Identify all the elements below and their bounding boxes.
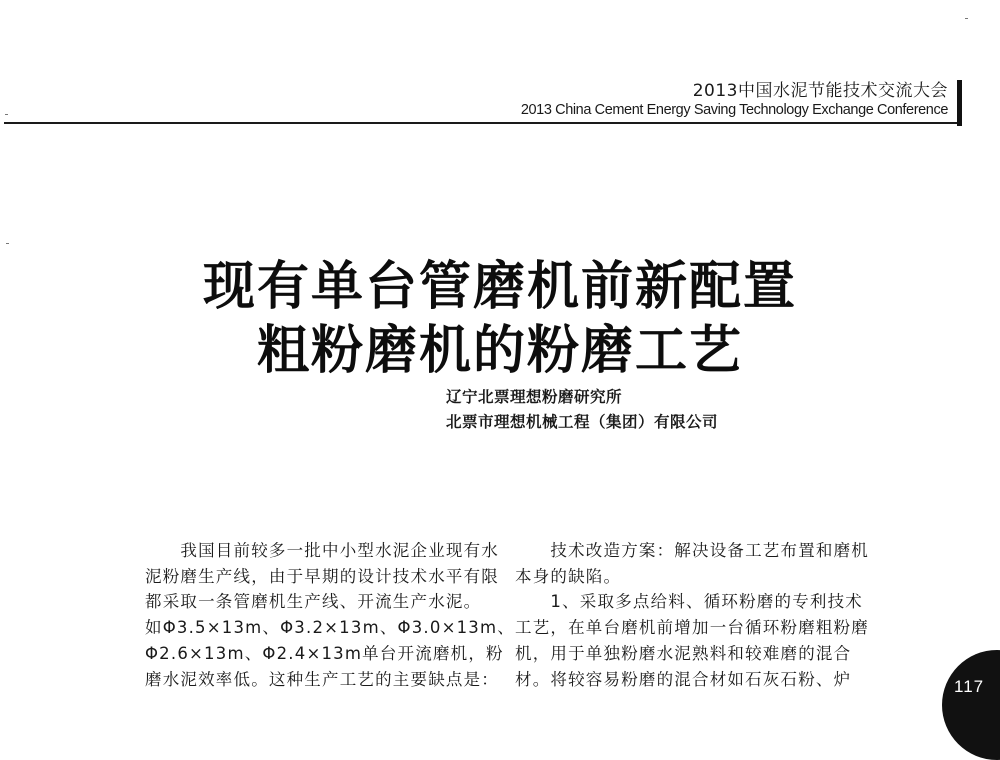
affiliation-2: 北票市理想机械工程（集团）有限公司 (446, 413, 719, 431)
body-line: 如Φ3.5×13m、Φ3.2×13m、Φ3.0×13m、 (145, 618, 515, 638)
body-line: 1、采取多点给料、循环粉磨的专利技术 (515, 592, 863, 612)
affiliation-1: 辽宁北票理想粉磨研究所 (446, 388, 623, 406)
scan-speck (965, 18, 968, 19)
body-right-column (515, 538, 869, 692)
body-line: 磨水泥效率低。这种生产工艺的主要缺点是： (145, 669, 499, 689)
page-number-tab (942, 650, 1000, 760)
body-line: 材。将较容易粉磨的混合材如石灰石粉、炉 (515, 669, 852, 689)
body-line: 技术改造方案：解决设备工艺布置和磨机 (515, 541, 869, 560)
conference-title-cn: 2013中国水泥节能技术交流大会 (692, 81, 948, 101)
body-line: 机，用于单独粉磨水泥熟料和较难磨的混合 (515, 643, 852, 663)
header-bar (957, 80, 962, 126)
body-line: 都采取一条管磨机生产线、开流生产水泥。 (145, 592, 482, 612)
conference-title-en: 2013 China Cement Energy Saving Technology Exchange Conference (520, 102, 948, 118)
paper-title-line-2: 粗粉磨机的粉磨工艺 (256, 321, 743, 381)
page-number: 117 (954, 677, 985, 696)
paper-title-line-1: 现有单台管磨机前新配置 (202, 257, 797, 317)
body-line: Φ2.6×13m、Φ2.4×13m单台开流磨机，粉 (145, 643, 504, 663)
scan-speck (5, 114, 8, 115)
body-line: 泥粉磨生产线，由于早期的设计技术水平有限 (145, 566, 499, 586)
header-rule (4, 122, 962, 124)
body-line: 我国目前较多一批中小型水泥企业现有水 (145, 541, 499, 560)
body-line: 工艺，在单台磨机前增加一台循环粉磨粗粉磨 (515, 618, 869, 638)
body-left-column (145, 538, 515, 692)
body-line: 本身的缺陷。 (515, 566, 622, 586)
